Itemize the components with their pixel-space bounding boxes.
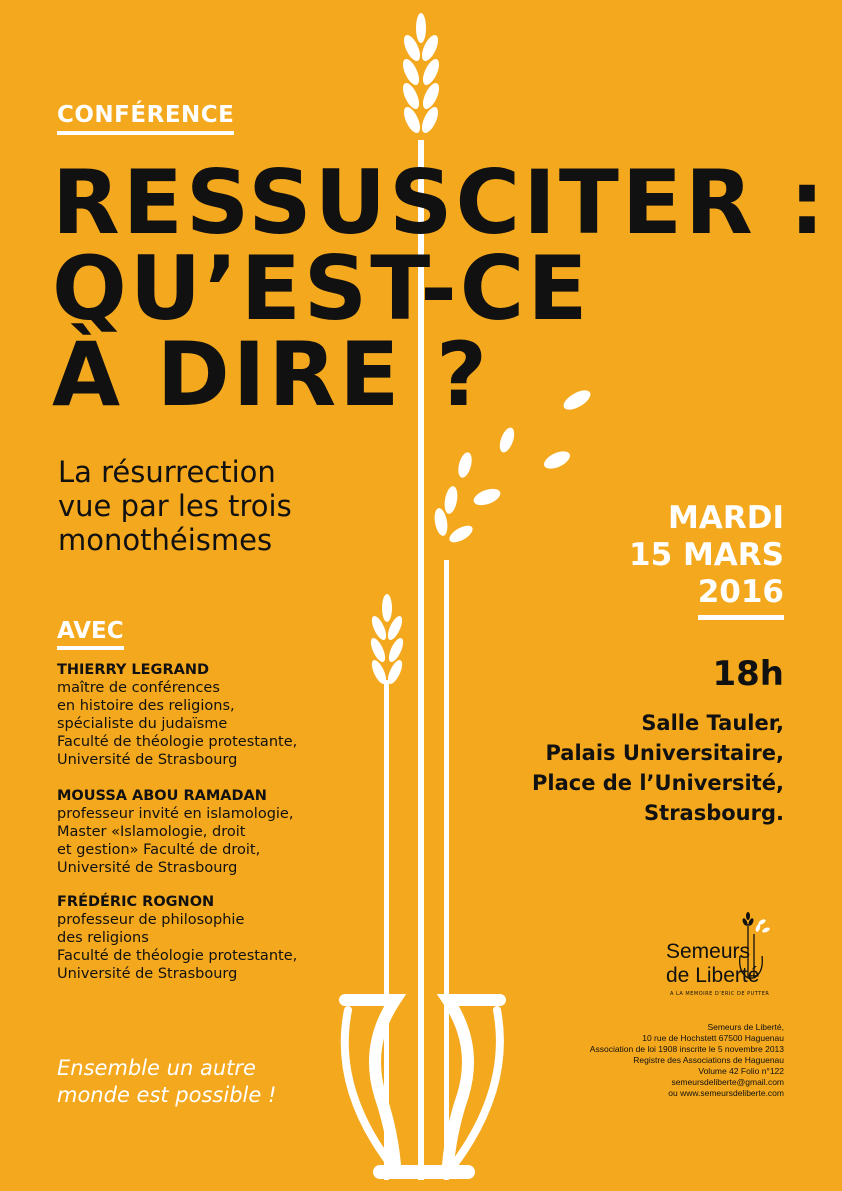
speaker-detail: spécialiste du judaïsme <box>57 716 228 732</box>
organization-logo <box>664 910 789 1006</box>
event-time: 18h <box>712 654 784 694</box>
speaker-detail: Université de Strasbourg <box>57 860 238 876</box>
speaker-name: THIERRY LEGRAND <box>57 662 210 678</box>
title-line: RESSUSCITER : <box>52 151 828 254</box>
website-link[interactable]: ou www.semeursdeliberte.com <box>668 1088 784 1098</box>
speaker-block <box>57 893 297 983</box>
logo-tagline: A LA MEMOIRE D’ERIC DE PUTTER <box>670 991 770 997</box>
speaker-name: MOUSSA ABOU RAMADAN <box>57 788 267 804</box>
logo-word-1: Semeurs <box>666 940 751 963</box>
speaker-detail: Faculté de théologie protestante, <box>57 948 298 964</box>
title-line: À DIRE ? <box>52 323 491 426</box>
date-year: 2016 <box>698 574 784 620</box>
speaker-detail: et gestion» Faculté de droit, <box>57 842 261 858</box>
subtitle-line: monothéismes <box>58 523 273 557</box>
speaker-block <box>57 787 293 877</box>
slogan-line: monde est possible ! <box>57 1083 277 1107</box>
speaker-detail: Faculté de théologie protestante, <box>57 734 298 750</box>
event-venue <box>532 708 784 828</box>
address-line: Association de loi 1908 inscrite le 5 novembre 2013 <box>589 1044 784 1054</box>
date-day: MARDI <box>668 500 784 536</box>
address-line: 10 rue de Hochstett 67500 Haguenau <box>642 1033 784 1043</box>
speaker-detail: Université de Strasbourg <box>57 752 238 768</box>
email-link[interactable]: semeursdeliberte@gmail.com <box>671 1077 784 1087</box>
speakers-heading: AVEC <box>57 618 124 650</box>
speaker-detail: maître de conférences <box>57 680 220 696</box>
page-title <box>52 151 828 426</box>
date-day-month: 15 MARS <box>629 537 784 573</box>
venue-line: Place de l’Université, <box>532 771 784 795</box>
slogan <box>57 1055 276 1109</box>
event-date <box>629 500 784 620</box>
speaker-name: FRÉDÉRIC ROGNON <box>57 894 215 910</box>
speaker-detail: des religions <box>57 930 149 946</box>
speaker-detail: en histoire des religions, <box>57 698 235 714</box>
address-line: Semeurs de Liberté, <box>707 1022 784 1032</box>
subtitle-line: La résurrection <box>58 455 276 489</box>
organization-address <box>590 1022 784 1099</box>
subtitle <box>58 455 292 557</box>
speaker-block <box>57 661 297 769</box>
subtitle-line: vue par les trois <box>58 489 292 523</box>
event-type-label: CONFÉRENCE <box>57 102 234 135</box>
speaker-detail: Master «Islamologie, droit <box>57 824 246 840</box>
slogan-line: Ensemble un autre <box>57 1056 256 1080</box>
title-line: QU’EST-CE <box>52 237 591 340</box>
venue-line: Palais Universitaire, <box>545 741 784 765</box>
venue-line: Strasbourg. <box>644 801 784 825</box>
speaker-detail: professeur invité en islamologie, <box>57 806 294 822</box>
speaker-detail: Université de Strasbourg <box>57 966 238 982</box>
address-line: Volume 42 Folio n°122 <box>698 1066 784 1076</box>
address-line: Registre des Associations de Haguenau <box>633 1055 784 1065</box>
speaker-detail: professeur de philosophie <box>57 912 245 928</box>
logo-word-2: de Liberté <box>666 964 760 987</box>
venue-line: Salle Tauler, <box>641 711 784 735</box>
